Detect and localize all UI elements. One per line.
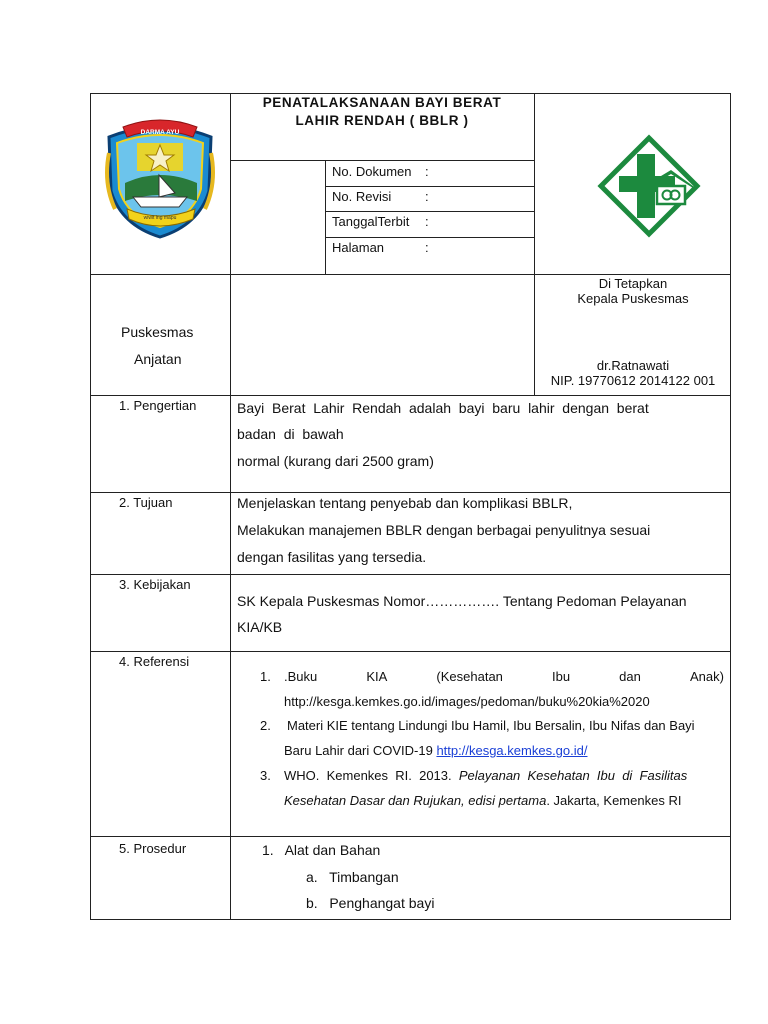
darma-ayu-emblem-logo [103, 113, 217, 241]
ref1-word: Ibu [552, 669, 571, 684]
column-divider-right [534, 93, 535, 395]
referensi-item-3-prefix: WHO. Kemenkes RI. 2013. [284, 768, 459, 783]
signatory-name: dr.Ratnawati [596, 358, 670, 373]
kebijakan-line-1: SK Kepala Puskesmas Nomor……………. Tentang Pedoman Pelayanan [237, 593, 687, 609]
section-label-prosedur: 5. Prosedur [119, 841, 187, 856]
field-no-dokumen-colon: : [425, 164, 429, 179]
column-divider-fields [325, 160, 326, 274]
tujuan-line-1: Menjelaskan tentang penyebab dan komplikasi BBLR, [237, 495, 573, 511]
divider-approval-bottom [90, 395, 731, 396]
ref1-word: dan [619, 669, 641, 684]
section-label-pengertian: 1. Pengertian [119, 398, 197, 413]
puskesmas-name: Anjatan [134, 351, 182, 367]
referensi-item-2-text: Baru Lahir dari COVID-19 [284, 743, 437, 758]
prosedur-item-1: 1. Alat dan Bahan [262, 842, 381, 858]
divider-field-2 [325, 211, 534, 212]
signatory-nip: NIP. 19770612 2014122 001 [550, 373, 716, 388]
document-title-line-2: LAHIR RENDAH ( BBLR ) [295, 113, 469, 128]
field-no-revisi-label: No. Revisi [332, 189, 392, 204]
divider-field-3 [325, 237, 534, 238]
prosedur-sub-a: a. Timbangan [306, 869, 399, 885]
pengertian-line-1: Bayi Berat Lahir Rendah adalah bayi baru lahir dengan berat [237, 400, 649, 416]
field-tanggal-terbit-label: TanggalTerbit [332, 214, 410, 229]
divider-pengertian-bottom [90, 492, 731, 493]
tujuan-line-2: Melakukan manajemen BBLR dengan berbagai penyulitnya sesuai [237, 522, 651, 538]
tujuan-line-3: dengan fasilitas yang tersedia. [237, 549, 427, 565]
divider-header-bottom [90, 274, 731, 275]
section-label-tujuan: 2. Tujuan [119, 495, 173, 510]
pengertian-line-2: badan di bawah [237, 426, 344, 442]
kesga-link[interactable]: http://kesga.kemkes.go.id/ [436, 743, 588, 758]
field-no-revisi-colon: : [425, 189, 429, 204]
divider-tujuan-bottom [90, 574, 731, 575]
document-title-line-1: PENATALAKSANAAN BAYI BERAT [262, 95, 502, 110]
ref1-word: KIA [366, 669, 388, 684]
ref1-word: Anak) [689, 669, 724, 684]
pengertian-line-3: normal (kurang dari 2500 gram) [237, 453, 434, 469]
referensi-item-3-line-1 [284, 768, 687, 784]
darma-ayu-emblem-icon [103, 113, 217, 241]
kebijakan-line-2: KIA/KB [237, 619, 283, 635]
emblem-banner-text: DARMA AYU [140, 129, 180, 136]
referensi-item-3-suffix: . Jakarta, Kemenkes RI [546, 793, 682, 808]
divider-title-bottom [230, 160, 534, 161]
referensi-item-1-line-1 [284, 669, 724, 685]
section-label-kebijakan: 3. Kebijakan [119, 577, 191, 592]
emblem-ribbon-text: wiwit ing mapu [143, 215, 177, 221]
di-tetapkan-text: Di Tetapkan [598, 276, 668, 291]
divider-kebijakan-bottom [90, 651, 731, 652]
referensi-item-3-line-2 [284, 793, 681, 809]
column-divider-left [230, 93, 231, 920]
field-halaman-label: Halaman [332, 240, 385, 255]
kepala-puskesmas-text: Kepala Puskesmas [577, 291, 689, 306]
referensi-item-2-number: 2. [260, 718, 271, 733]
field-tanggal-terbit-colon: : [425, 214, 429, 229]
puskesmas-logo [597, 134, 701, 238]
section-label-referensi: 4. Referensi [119, 654, 190, 669]
puskesmas-cross-house-icon [597, 134, 701, 238]
ref1-word: (Kesehatan [436, 669, 503, 684]
referensi-item-2-line-2 [284, 743, 587, 759]
prosedur-sub-b: b. Penghangat bayi [306, 895, 435, 911]
divider-field-1 [325, 186, 534, 187]
referensi-item-1-line-2: http://kesga.kemkes.go.id/images/pedoman/buku%20kia%2020 [284, 694, 650, 709]
referensi-item-3-italic-1: Pelayanan Kesehatan Ibu di Fasilitas [458, 768, 688, 783]
field-halaman-colon: : [425, 240, 429, 255]
referensi-item-1-number: 1. [260, 669, 271, 684]
referensi-item-2-line-1: Materi KIE tentang Lindungi Ibu Hamil, Ibu Bersalin, Ibu Nifas dan Bayi [287, 718, 695, 733]
puskesmas-label: Puskesmas [121, 324, 194, 340]
divider-referensi-bottom [90, 836, 731, 837]
referensi-item-3-italic-2: Kesehatan Dasar dan Rujukan, edisi pertama [284, 793, 547, 808]
ref1-word: .Buku [284, 669, 318, 684]
referensi-item-3-number: 3. [260, 768, 271, 783]
field-no-dokumen-label: No. Dokumen [332, 164, 412, 179]
